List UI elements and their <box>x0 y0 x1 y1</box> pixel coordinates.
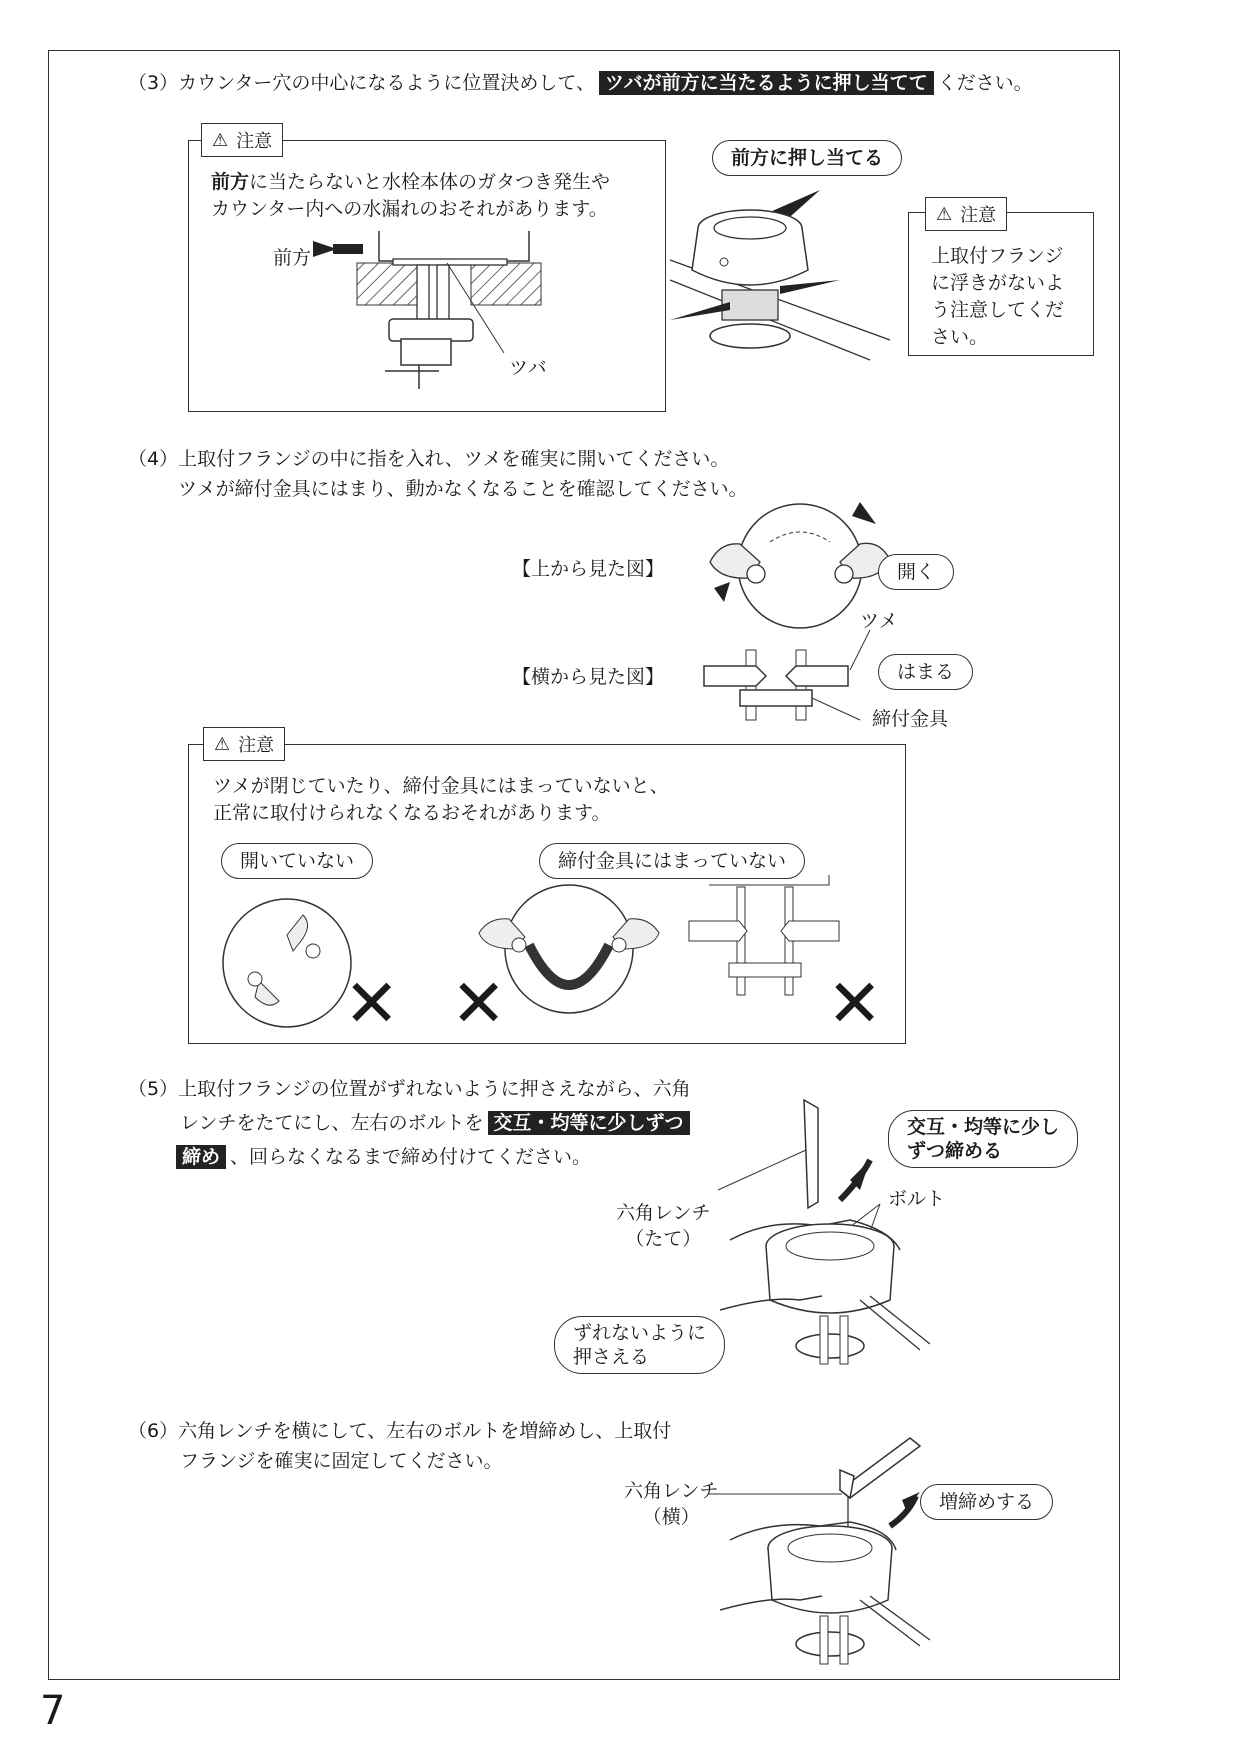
label-top-view: 【上から見た図】 <box>512 558 665 580</box>
rotate-arrow-icon <box>714 582 730 602</box>
pill-open: 開く <box>878 554 954 590</box>
step3-caution-text: 前方に当たらないと水栓本体のガタつき発生や カウンター内への水漏れのおそれがあります。 <box>211 171 611 220</box>
warning-triangle-icon: ⚠ <box>214 733 231 755</box>
step3-instruction: （3）カウンター穴の中心になるように位置決めして、 ツバが前方に当たるように押し当てて ください。 <box>128 72 1033 94</box>
page-number: 7 <box>40 1688 66 1734</box>
x-mark-icon: ✕ <box>827 965 883 1042</box>
pill-not-fit: 締付金具にはまっていない <box>539 843 805 879</box>
vertical-wrench-tightening-illustration <box>730 1100 990 1370</box>
step5-instruction: （5）上取付フランジの位置がずれないように押さえながら、六角 レンチをたてにし、左右のボルトを 交互・均等に少しずつ 締め 、回らなくなるまで締め付けてください。 <box>128 1078 691 1168</box>
step4-caution-box <box>188 733 906 1044</box>
hex-wrench-icon <box>804 1100 818 1208</box>
incorrect-examples-illustration <box>189 885 889 1045</box>
label-side-view: 【横から見た図】 <box>512 666 665 688</box>
pill-push-forward: 前方に押し当てる <box>712 140 902 176</box>
pill-hold-in-place: ずれないように 押さえる <box>554 1316 725 1374</box>
label-tsuba: ツバ <box>509 357 547 379</box>
pill-retighten: 増締めする <box>920 1484 1053 1520</box>
rotate-arrow-icon <box>852 502 876 524</box>
flange-pushed-forward-illustration <box>670 190 890 390</box>
pill-fit: はまる <box>878 654 973 690</box>
x-mark-icon: ✕ <box>344 965 400 1042</box>
step3-highlight: ツバが前方に当たるように押し当てて <box>599 71 934 95</box>
pill-alternate-tighten: 交互・均等に少し ずつ締める <box>888 1110 1078 1168</box>
step4-caution-tag: ⚠ 注意 <box>203 727 285 761</box>
label-bracket: 締付金具 <box>872 708 949 730</box>
tsuba-cross-section-illustration <box>189 141 667 413</box>
label-bolt: ボルト <box>888 1188 946 1210</box>
label-tsume: ツメ <box>860 610 898 632</box>
step3-side-caution-text: 上取付フランジ に浮きがないよ う注意してくだ さい。 <box>931 245 1065 348</box>
step4-caution-text: ツメが閉じていたり、締付金具にはまっていないと、 正常に取付けられなくなるおそれがあります。 <box>213 775 669 824</box>
step3-side-caution-box <box>908 203 1094 356</box>
label-front: 前方 <box>273 247 312 269</box>
x-mark-icon: ✕ <box>451 965 507 1042</box>
warning-triangle-icon: ⚠ <box>212 129 229 151</box>
label-hex-wrench-horizontal: 六角レンチ （横） <box>624 1480 719 1528</box>
step3-caution-tag: ⚠ 注意 <box>201 123 283 157</box>
step3-side-caution-tag: ⚠ 注意 <box>925 197 1007 231</box>
step3-caution-box <box>188 129 666 412</box>
step6-instruction: （6）六角レンチを横にして、左右のボルトを増締めし、上取付 フランジを確実に固定してください。 <box>128 1420 672 1472</box>
side-view-claws-fit-illustration <box>700 650 900 740</box>
step4-instruction: （4）上取付フランジの中に指を入れ、ツメを確実に開いてください。 ツメが締付金具にはまり、動かなくなることを確認してください。 <box>128 448 748 500</box>
label-hex-wrench-vertical: 六角レンチ （たて） <box>616 1202 711 1250</box>
warning-triangle-icon: ⚠ <box>936 203 953 225</box>
pill-not-open: 開いていない <box>221 843 373 879</box>
horizontal-wrench-retighten-illustration <box>730 1430 960 1680</box>
